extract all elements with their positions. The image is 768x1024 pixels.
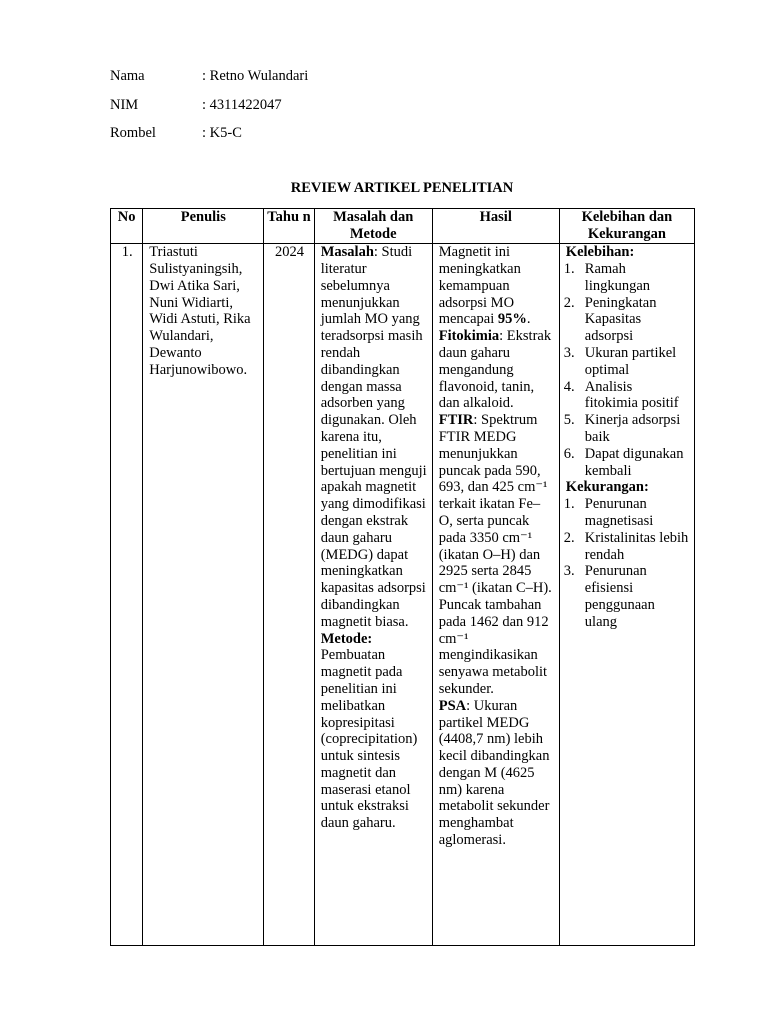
cell-tahun: 2024 bbox=[264, 244, 314, 946]
ftir-text: : Spektrum FTIR MEDG menunjukkan puncak pada 590, 693, dan 425 cm⁻¹ terkait ikatan Fe–O, serta puncak pada 3350 cm⁻¹ (ikatan O–H) dan 2925 serta 2845 cm⁻¹ (ikatan C–H). Puncak tambahan pada 1462 dan 912 cm⁻¹ mengindikasikan senyawa metabolit sekunder. bbox=[438, 412, 552, 697]
kekurangan-list bbox=[564, 496, 689, 630]
psa-label: PSA bbox=[438, 697, 467, 714]
review-table bbox=[110, 208, 695, 946]
cell-penulis: Triastuti Sulistyaningsih, Dwi Atika Sari, Nuni Widiarti, Widi Astuti, Rika Wulandari, Dewanto Harjunowibowo. bbox=[143, 244, 264, 946]
list-text: Ukuran partikel optimal bbox=[584, 344, 677, 378]
header-kelebihan-kekurangan: Kelebihan dan Kekurangan bbox=[559, 209, 694, 244]
kekurangan-heading: Kekurangan: bbox=[565, 479, 649, 496]
masalah-label: Masalah bbox=[320, 244, 374, 261]
list-item bbox=[564, 345, 689, 379]
cell-hasil bbox=[432, 244, 559, 946]
cell-kelebihan-kekurangan bbox=[559, 244, 694, 946]
list-number: 2. bbox=[563, 294, 575, 311]
ftir-label: FTIR bbox=[438, 412, 474, 429]
list-item bbox=[564, 295, 689, 345]
list-number: 3. bbox=[563, 344, 575, 361]
list-number: 1. bbox=[563, 260, 575, 277]
list-number: 2. bbox=[563, 529, 575, 546]
header-penulis: Penulis bbox=[143, 209, 264, 244]
metode-label: Metode: bbox=[320, 630, 373, 647]
list-number: 4. bbox=[563, 378, 575, 395]
list-number: 1. bbox=[563, 496, 575, 513]
list-text: Penurunan efisiensi penggunaan ulang bbox=[584, 563, 655, 630]
identity-label: Nama bbox=[110, 68, 145, 84]
hasil-intro-end: . bbox=[526, 311, 531, 328]
header-hasil: Hasil bbox=[432, 209, 559, 244]
list-text: Kinerja adsorpsi baik bbox=[584, 412, 681, 445]
fitokimia-text: : Ekstrak daun gaharu mengandung flavonoid, tanin, dan alkaloid. bbox=[438, 328, 552, 412]
cell-masalah-metode bbox=[314, 244, 432, 946]
table-header-row bbox=[111, 209, 695, 244]
list-text: Kristalinitas lebih rendah bbox=[584, 529, 689, 563]
list-text: Dapat digunakan kembali bbox=[584, 445, 684, 479]
kelebihan-heading: Kelebihan: bbox=[565, 244, 635, 261]
page-title: REVIEW ARTIKEL PENELITIAN bbox=[290, 180, 514, 196]
fitokimia-label: Fitokimia bbox=[438, 328, 500, 345]
list-text: Ramah lingkungan bbox=[584, 260, 651, 294]
list-item bbox=[564, 446, 689, 480]
identity-value: : K5-C bbox=[202, 125, 242, 141]
identity-value: : Retno Wulandari bbox=[202, 68, 309, 84]
hasil-percentage: 95% bbox=[497, 311, 527, 328]
header-tahun: Tahu n bbox=[264, 209, 314, 244]
list-number: 3. bbox=[563, 563, 575, 580]
list-item bbox=[564, 530, 689, 564]
header-masalah-metode: Masalah dan Metode bbox=[314, 209, 432, 244]
header-no: No bbox=[111, 209, 143, 244]
list-number: 6. bbox=[563, 445, 575, 462]
hasil-intro: Magnetit ini meningkatkan kemampuan adsorpsi MO mencapai bbox=[438, 244, 521, 328]
identity-value: : 4311422047 bbox=[202, 97, 282, 113]
list-item bbox=[564, 261, 689, 295]
list-text: Penurunan magnetisasi bbox=[584, 496, 654, 529]
psa-text: : Ukuran partikel MEDG (4408,7 nm) lebih kecil dibandingkan dengan M (4625 nm) karena metabolit sekunder menghambat aglomerasi. bbox=[438, 697, 550, 849]
list-text: Peningkatan Kapasitas adsorpsi bbox=[584, 294, 657, 345]
list-number: 5. bbox=[563, 412, 575, 429]
identity-label: Rombel bbox=[110, 125, 156, 141]
kelebihan-list bbox=[564, 261, 689, 479]
list-item bbox=[564, 496, 689, 530]
list-item bbox=[564, 379, 689, 413]
list-item bbox=[564, 412, 689, 446]
metode-text: Pembuatan magnetit pada penelitian ini melibatkan kopresipitasi (coprecipitation) untuk sintesis magnetit dan maserasi etanol untuk ekstraksi daun gaharu. bbox=[320, 647, 418, 832]
list-item bbox=[564, 563, 689, 630]
identity-label: NIM bbox=[110, 97, 139, 113]
list-text: Analisis fitokimia positif bbox=[584, 378, 679, 412]
masalah-text: : Studi literatur sebelumnya menunjukkan jumlah MO yang teradsorpsi masih rendah dibandingkan dengan massa adsorben yang digunakan. Oleh karena itu, penelitian ini bertujuan menguji apakah magnetit yang dimodifikasi dengan ekstrak daun gaharu (MEDG) dapat meningkatkan kapasitas adsorpsi dibandingkan magnetit biasa. bbox=[320, 244, 427, 630]
table-row bbox=[111, 244, 695, 946]
cell-no: 1. bbox=[111, 244, 143, 946]
